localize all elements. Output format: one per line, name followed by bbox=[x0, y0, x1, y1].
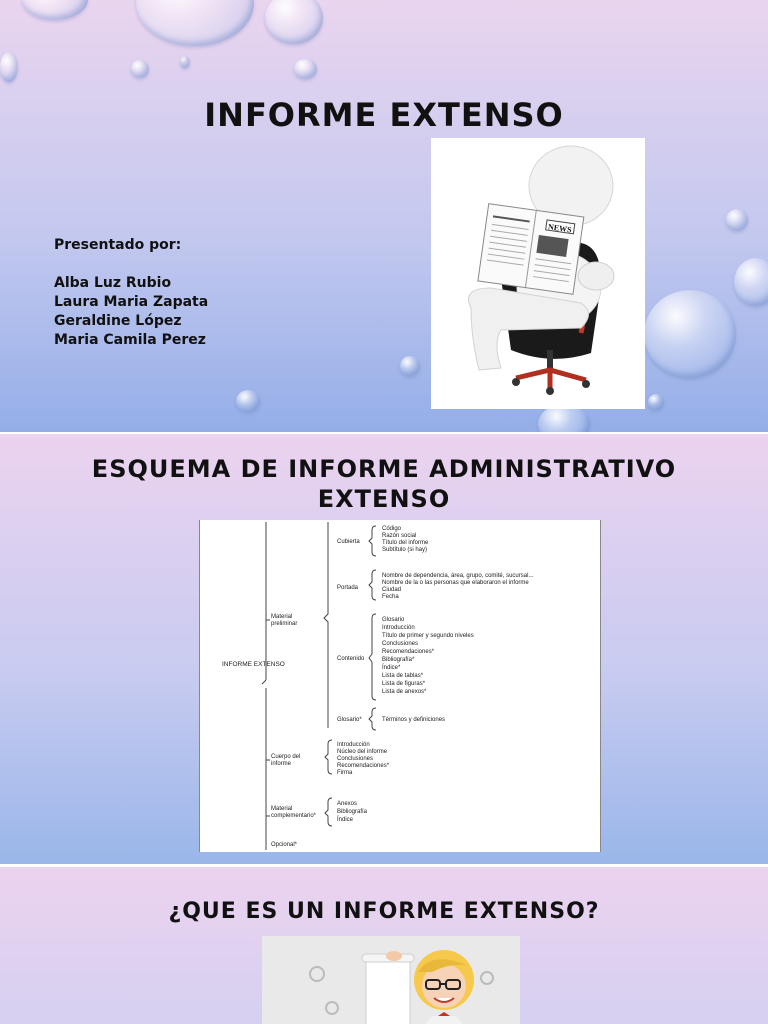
title-line-2: EXTENSO bbox=[317, 485, 451, 513]
node-cubierta: Cubierta bbox=[337, 539, 360, 545]
list-item: Lista de figuras* bbox=[382, 681, 426, 687]
node-cuerpo: Cuerpo del informe bbox=[271, 754, 301, 767]
node-material-preliminar: Material preliminar bbox=[271, 614, 298, 627]
newspaper-reader-illustration bbox=[431, 138, 645, 409]
presenter-name: Laura Maria Zapata bbox=[54, 294, 209, 310]
slide-question bbox=[0, 867, 768, 1024]
list-item: Conclusiones bbox=[382, 641, 419, 647]
list-item: Nombre de la o las personas que elaboraron el informe bbox=[382, 580, 529, 586]
list-item: Recomendaciones* bbox=[382, 649, 435, 655]
presented-by-label: Presentado por: bbox=[54, 237, 182, 253]
node-glosario: Glosario* bbox=[337, 717, 362, 723]
list-item: Bibliografía bbox=[337, 809, 368, 815]
water-drop bbox=[136, 0, 254, 46]
node-opcional: Opcional* bbox=[271, 842, 298, 848]
list-item: Subtítulo (si hay) bbox=[382, 547, 428, 553]
title-line-1: ESQUEMA DE INFORME ADMINISTRATIVO bbox=[91, 455, 677, 483]
list-item: Razón social bbox=[382, 533, 417, 539]
list-item: Bibliografía* bbox=[382, 657, 415, 663]
water-drop bbox=[294, 59, 317, 79]
slide-title bbox=[0, 0, 768, 432]
slide-title-text: INFORME EXTENSO bbox=[204, 96, 564, 134]
list-item: Índice bbox=[337, 817, 354, 823]
list-item: Fecha bbox=[382, 594, 399, 600]
list-item: Glosario bbox=[382, 617, 405, 623]
water-drop bbox=[644, 290, 736, 378]
water-drop bbox=[131, 60, 149, 78]
report-schema-diagram bbox=[199, 520, 601, 852]
node-complementario: Material complementario* bbox=[271, 806, 317, 819]
list-item: Términos y definiciones bbox=[382, 717, 446, 723]
water-drop bbox=[648, 394, 664, 410]
list-item: Nombre de dependencia, área, grupo, comité, sucursal... bbox=[382, 573, 534, 579]
slide-schema bbox=[0, 434, 768, 864]
node-contenido: Contenido bbox=[337, 656, 365, 662]
water-drop bbox=[734, 258, 768, 306]
list-item: Lista de anexos* bbox=[382, 689, 427, 695]
list-item: Título de primer y segundo niveles bbox=[382, 633, 474, 639]
list-item: Título del informe bbox=[382, 540, 429, 546]
water-drop bbox=[180, 56, 190, 68]
list-item: Anexos bbox=[337, 801, 358, 807]
water-drop bbox=[726, 209, 748, 231]
teacher-illustration bbox=[262, 936, 520, 1024]
presenter-name: Alba Luz Rubio bbox=[54, 275, 172, 291]
presenters-block bbox=[54, 236, 208, 350]
list-item: Núcleo del informe bbox=[337, 749, 388, 755]
node-root: INFORME EXTENSO bbox=[222, 661, 285, 668]
water-drop bbox=[22, 0, 88, 20]
water-drop bbox=[236, 390, 260, 412]
newspaper-headline: NEWS bbox=[547, 222, 573, 235]
list-item: Conclusiones bbox=[337, 756, 374, 762]
water-drop bbox=[400, 356, 420, 376]
list-item: Índice* bbox=[382, 665, 401, 671]
water-drop bbox=[0, 52, 18, 82]
list-item: Código bbox=[382, 526, 402, 532]
list-item: Ciudad bbox=[382, 587, 402, 593]
list-item: Firma bbox=[337, 770, 353, 776]
list-item: Recomendaciones* bbox=[337, 763, 390, 769]
slide-question-title: ¿QUE ES UN INFORME EXTENSO? bbox=[168, 899, 600, 924]
slide-schema-title bbox=[0, 454, 768, 514]
list-item: Lista de tablas* bbox=[382, 673, 424, 679]
water-drop bbox=[265, 0, 323, 44]
list-item: Introducción bbox=[382, 625, 415, 631]
presenter-name: Maria Camila Perez bbox=[54, 332, 206, 348]
list-item: Introducción bbox=[337, 742, 370, 748]
node-portada: Portada bbox=[337, 585, 359, 591]
presenter-name: Geraldine López bbox=[54, 313, 182, 329]
